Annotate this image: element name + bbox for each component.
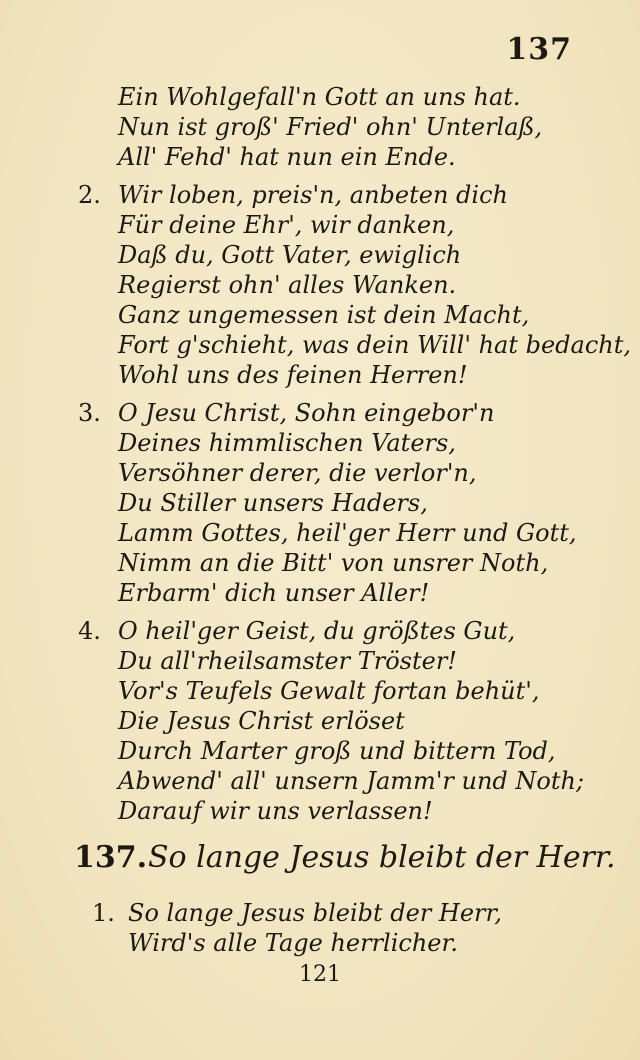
verse-line: O Jesu Christ, Sohn eingebor'n (118, 399, 495, 427)
verse-line: Vor's Teufels Gewalt fortan behüt', (118, 677, 540, 705)
verse-line: Wird's alle Tage herrlicher. (128, 929, 458, 957)
verse-line: Ganz ungemessen ist dein Macht, (118, 301, 530, 329)
verse-line: Wohl uns des feinen Herren! (118, 361, 468, 389)
stanza-number: 4. (78, 617, 101, 645)
verse-line: Erbarm' dich unser Aller! (118, 579, 430, 607)
verse-line: Ein Wohlgefall'n Gott an uns hat. (118, 83, 521, 111)
verse-line: Versöhner derer, die verlor'n, (118, 459, 477, 487)
verse-line: Wir loben, preis'n, anbeten dich (118, 181, 508, 209)
hymn-title: So lange Jesus bleibt der Herr. (148, 840, 616, 875)
verse-line: Du all'rheilsamster Tröster! (118, 647, 457, 675)
verse-line: Daß du, Gott Vater, ewiglich (118, 241, 462, 269)
verse-line: Durch Marter groß und bittern Tod, (118, 737, 556, 765)
verse-line: Du Stiller unsers Haders, (118, 489, 428, 517)
stanza-number: 1. (92, 899, 115, 927)
verse-line: Darauf wir uns verlassen! (118, 797, 433, 825)
verse-line: So lange Jesus bleibt der Herr, (128, 899, 502, 927)
page-number: 121 (299, 962, 341, 987)
verse-line: Regierst ohn' alles Wanken. (118, 271, 457, 299)
stanza-number: 3. (78, 399, 101, 427)
verse-line: Abwend' all' unsern Jamm'r und Noth; (118, 767, 585, 795)
stanza-number: 2. (78, 181, 101, 209)
page-hymn-number: 137 (506, 32, 572, 67)
verse-line: Die Jesus Christ erlöset (118, 707, 405, 735)
hymn-number: 137. (74, 840, 148, 875)
verse-line: O heil'ger Geist, du größtes Gut, (118, 617, 516, 645)
verse-line: Fort g'schieht, was dein Will' hat bedacht, (118, 331, 632, 359)
verse-line: Nun ist groß' Fried' ohn' Unterlaß, (118, 113, 543, 141)
verse-line: Nimm an die Bitt' von unsrer Noth, (118, 549, 549, 577)
verse-line: Deines himmlischen Vaters, (118, 429, 456, 457)
verse-line: Für deine Ehr', wir danken, (118, 211, 455, 239)
verse-line: Lamm Gottes, heil'ger Herr und Gott, (118, 519, 577, 547)
verse-line: All' Fehd' hat nun ein Ende. (118, 143, 456, 171)
